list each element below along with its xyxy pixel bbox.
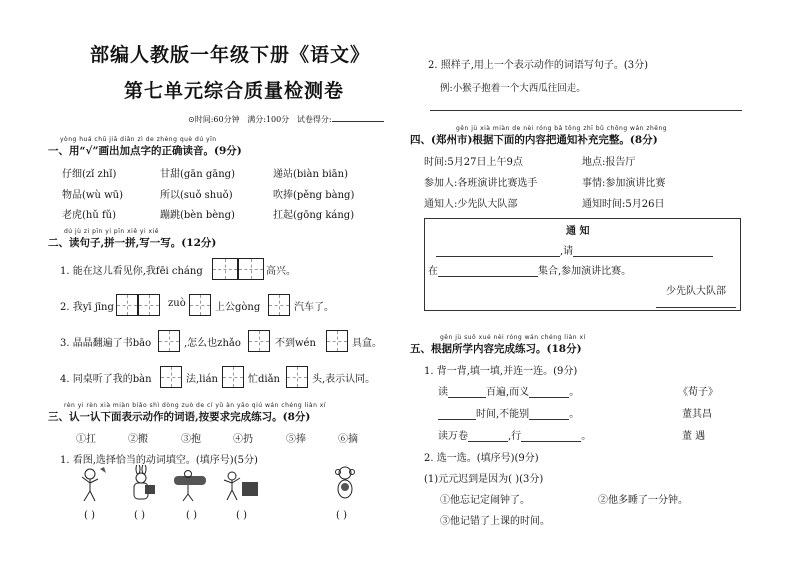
answer-blank[interactable] xyxy=(438,419,476,420)
s3-pinyin: rèn yi rèn xià miàn biǎo shì dòng zuò de cí yǔ àn yāo qiú wán chéng liàn xí xyxy=(64,402,327,409)
answer-blank[interactable] xyxy=(521,441,581,442)
s5-q2-1: (1)元元迟到是因为( )(3分) xyxy=(424,474,544,485)
answer-paren[interactable]: ( ) xyxy=(186,510,197,521)
notice-line1-text: ,请 xyxy=(560,246,574,257)
answer-blank[interactable] xyxy=(468,441,508,442)
s1-item[interactable]: 吹捧(pěng bàng) xyxy=(273,190,355,201)
choice-option[interactable]: ②他多睡了一分钟。 xyxy=(598,495,688,506)
info-date: 通知时间:5月26日 xyxy=(582,199,665,210)
writing-grid[interactable] xyxy=(248,330,270,352)
s1-item[interactable]: 老虎(hǔ fǔ) xyxy=(62,210,117,221)
child-carrying-log-illustration xyxy=(172,470,208,502)
score-blank[interactable] xyxy=(332,121,384,122)
info-time: 时间:5月27日上午9点 xyxy=(424,157,523,168)
notice-signature: 少先队大队部 xyxy=(666,286,726,297)
s3-q2-example: 例:小猴子抱着一个大西瓜往回走。 xyxy=(440,83,586,94)
answer-blank[interactable] xyxy=(573,256,713,257)
s2-line4-b: 法,lián xyxy=(186,374,218,385)
notice-line2-a: 在 xyxy=(428,266,438,277)
child-throwing-ball-illustration xyxy=(222,468,260,502)
choice-option[interactable]: ③他记错了上课的时间。 xyxy=(440,516,550,527)
info-event: 事情:参加演讲比赛 xyxy=(582,178,666,189)
s2-line3-a: 3. 晶晶翻遍了书bāo xyxy=(60,338,152,349)
s5-a1-c: 。 xyxy=(569,387,580,398)
s5-a2 xyxy=(438,405,579,420)
info-notifier: 通知人:少先队大队部 xyxy=(424,199,518,210)
answer-paren[interactable]: ( ) xyxy=(336,510,347,521)
s5-a1-a: 读 xyxy=(438,387,448,398)
notice-line1 xyxy=(436,242,713,257)
answer-paren[interactable]: ( ) xyxy=(84,510,95,521)
s2-line3-b: ,怎么也zhǎo xyxy=(184,338,241,349)
s1-item[interactable]: 甘甜(gān gāng) xyxy=(160,169,235,180)
notice-line2-b: 集合,参加演讲比赛。 xyxy=(538,266,632,277)
s3-option: ②搬 xyxy=(128,434,148,445)
page-subtitle: 第七单元综合质量检测卷 xyxy=(124,80,345,102)
author-item[interactable]: 董其昌 xyxy=(682,409,712,420)
s1-item[interactable]: 所以(suǒ shuǒ) xyxy=(160,190,233,201)
author-item[interactable]: 《荀子》 xyxy=(678,387,718,398)
answer-blank[interactable] xyxy=(448,397,486,398)
s5-pinyin: gēn jù suǒ xué nèi róng wán chéng liàn xí xyxy=(440,334,586,341)
writing-grid[interactable] xyxy=(138,294,160,316)
score-label: 满分:100分 xyxy=(247,115,290,124)
s1-item[interactable]: 扛起(gōng káng) xyxy=(273,210,355,221)
child-picking-fruit-illustration xyxy=(78,465,108,503)
writing-grid[interactable] xyxy=(286,366,308,388)
s1-item[interactable]: 仔细(zǐ zhǐ) xyxy=(62,169,117,180)
writing-grid[interactable] xyxy=(326,330,348,352)
s5-a1 xyxy=(438,383,579,398)
notice-date-blank[interactable] xyxy=(656,307,736,308)
s2-line2-c: 上公gòng xyxy=(215,302,261,313)
s4-title: 四、(郑州市)根据下面的内容把通知补充完整。(8分) xyxy=(410,134,658,146)
time-label: ⊙时间:60分钟 xyxy=(188,115,240,124)
s2-line4-a: 4. 同桌听了我的bàn xyxy=(60,374,152,385)
page-title: 部编人教版一年级下册《语文》 xyxy=(90,44,371,66)
s2-title: 二、读句子,拼一拼,写一写。(12分) xyxy=(48,237,217,249)
s5-a3-a: 读万卷 xyxy=(438,431,468,442)
s1-item[interactable]: 蹦跳(bèn bèng) xyxy=(160,210,235,221)
s5-a3 xyxy=(438,427,591,442)
s4-pinyin: gēn jù xià miàn de nèi róng bǎ tōng zhī bǔ chōng wán zhěng xyxy=(456,125,668,132)
choice-option[interactable]: ①他忘记定闹钟了。 xyxy=(440,495,530,506)
s2-line4-c: 忙diǎn xyxy=(248,374,281,385)
s5-title: 五、根据所学内容完成练习。(18分) xyxy=(410,343,582,355)
answer-blank[interactable] xyxy=(529,419,569,420)
answer-line[interactable] xyxy=(430,110,742,111)
s2-line1-a: 1. 能在这儿看见你,我fēi cháng xyxy=(60,266,203,277)
writing-grid[interactable] xyxy=(238,258,264,280)
answer-paren[interactable]: ( ) xyxy=(134,510,145,521)
s3-q2: 2. 照样子,用上一个表示动作的词语写句子。(3分) xyxy=(428,60,649,71)
writing-grid[interactable] xyxy=(116,294,138,316)
s3-title: 三、认一认下面表示动作的词语,按要求完成练习。(8分) xyxy=(48,411,311,423)
monkey-holding-illustration xyxy=(330,465,360,503)
s2-line4-d: 头,表示认同。 xyxy=(312,374,376,385)
s3-option: ③抱 xyxy=(181,434,201,445)
s5-q1: 1. 背一背,填一填,并连一连。(9分) xyxy=(424,366,578,377)
notice-title: 通 知 xyxy=(566,226,590,237)
writing-grid[interactable] xyxy=(212,258,238,280)
s5-a3-b: ,行 xyxy=(508,431,522,442)
answer-blank[interactable] xyxy=(529,397,569,398)
s2-line2-b: zuò xyxy=(168,298,186,309)
answer-blank[interactable] xyxy=(438,276,538,277)
writing-grid[interactable] xyxy=(160,366,182,388)
s3-option: ④扔 xyxy=(233,434,253,445)
s1-pinyin: yòng huá chū jiā diǎn zì de zhèng què dú yīn xyxy=(60,136,217,143)
s2-pinyin: dú jù zi pīn yi pīn xiě yi xiě xyxy=(64,228,159,235)
s3-option: ①扛 xyxy=(76,434,96,445)
got-label: 试卷得分: xyxy=(296,115,332,124)
s2-line3-c: 不到wén xyxy=(275,338,316,349)
s2-line2-d: 汽车了。 xyxy=(294,302,334,313)
s1-item[interactable]: 递站(biàn biān) xyxy=(273,169,348,180)
s2-line1-b: 高兴。 xyxy=(266,266,296,277)
s5-a3-c: 。 xyxy=(581,431,592,442)
notice-line2 xyxy=(428,262,631,277)
writing-grid[interactable] xyxy=(158,330,180,352)
s2-line3-d: 具盒。 xyxy=(352,338,382,349)
rabbit-holding-illustration xyxy=(128,465,158,503)
answer-blank[interactable] xyxy=(436,256,560,257)
s5-a2-a: 时间,不能别 xyxy=(476,409,530,420)
info-attendees: 参加人:各班演讲比赛选手 xyxy=(424,178,538,189)
writing-grid[interactable] xyxy=(222,366,244,388)
writing-grid[interactable] xyxy=(268,294,290,316)
author-item[interactable]: 董 遇 xyxy=(682,431,706,442)
s5-q2: 2. 选一选。(填序号)(9分) xyxy=(424,453,539,464)
s5-a2-b: 。 xyxy=(569,409,580,420)
s1-title: 一、用“√”画出加点字的正确读音。(9分) xyxy=(48,145,242,157)
s3-q1: 1. 看图,选择恰当的动词填空。(填序号)(5分) xyxy=(60,455,258,466)
exam-meta xyxy=(188,114,384,125)
s3-option: ⑥摘 xyxy=(338,434,358,445)
answer-paren[interactable]: ( ) xyxy=(236,510,247,521)
writing-grid[interactable] xyxy=(189,294,211,316)
info-place: 地点:报告厅 xyxy=(582,157,636,168)
s3-option: ⑤捧 xyxy=(286,434,306,445)
s2-line2-a: 2. 我yī jīng xyxy=(60,302,114,313)
s1-item[interactable]: 物品(wù wū) xyxy=(62,190,123,201)
s5-a1-b: 百遍,而义 xyxy=(486,387,530,398)
